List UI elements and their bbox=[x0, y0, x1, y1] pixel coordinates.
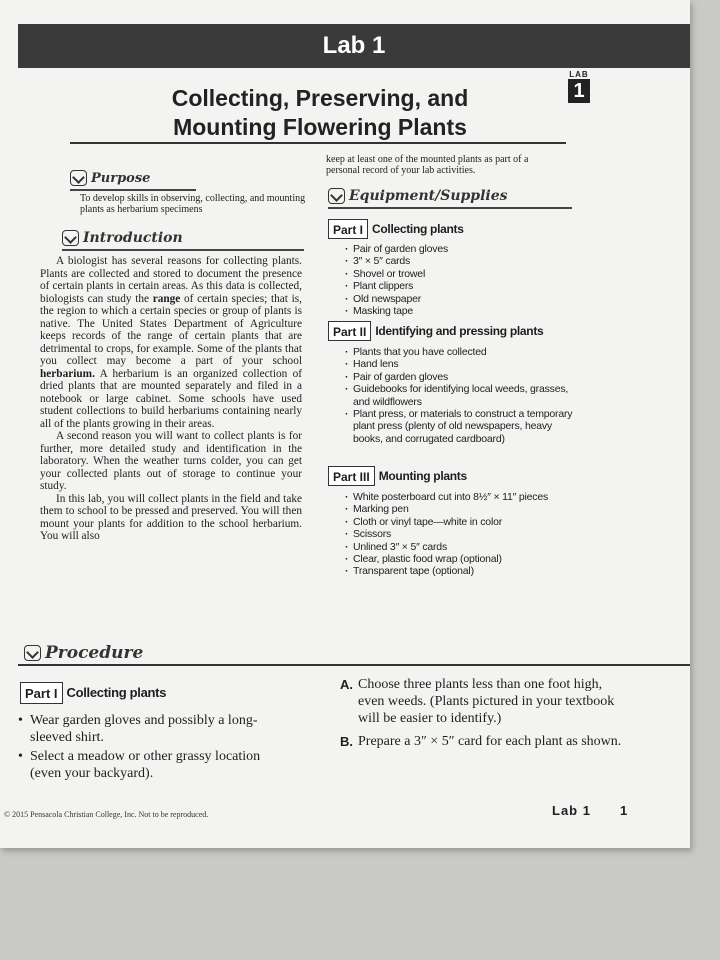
checkmark-icon bbox=[24, 645, 41, 661]
list-item: · Plants that you have collected bbox=[344, 346, 574, 358]
list-item: · Transparent tape (optional) bbox=[344, 565, 580, 577]
equip-part2-name: Identifying and pressing plants bbox=[375, 324, 544, 338]
intro-continuation: keep at least one of the mounted plants as part of a personal record of your lab activities. bbox=[326, 154, 529, 176]
step-letter: B. bbox=[340, 734, 353, 749]
list-item: · Unlined 3″ × 5″ cards bbox=[344, 541, 580, 553]
equip-part3-number: Part III bbox=[328, 466, 375, 486]
introduction-heading bbox=[62, 230, 183, 246]
list-item: · Pair of garden gloves bbox=[344, 243, 566, 255]
equipment-heading bbox=[328, 188, 508, 204]
footer-lab-label: Lab 1 bbox=[552, 803, 591, 818]
intro-paragraph-2: A second reason you will want to collect plants is for further, more detailed study and identification in the laboratory. When the weather turns colder, you can get your collected plants out of storage to continue your study. bbox=[40, 430, 302, 492]
list-item: · Old newspaper bbox=[344, 293, 566, 305]
list-item: • Select a meadow or other grassy location (even your backyard). bbox=[18, 748, 288, 782]
equip-part2-number: Part II bbox=[328, 321, 371, 341]
lab-banner: Lab 1 bbox=[18, 24, 690, 68]
equipment-heading-label: Equipment/Supplies bbox=[349, 188, 508, 204]
purpose-text: To develop skills in observing, collecting, and mounting plants as herbarium specimens bbox=[80, 193, 306, 215]
list-item: · Scissors bbox=[344, 528, 580, 540]
introduction-heading-label: Introduction bbox=[83, 230, 183, 246]
purpose-heading-label: Purpose bbox=[91, 170, 151, 186]
procedure-rule bbox=[18, 664, 690, 666]
title-rule bbox=[70, 142, 566, 144]
checkmark-icon bbox=[328, 188, 345, 204]
checkmark-icon bbox=[70, 170, 87, 186]
procedure-heading-label: Procedure bbox=[45, 643, 144, 663]
equip-part3-label bbox=[328, 466, 467, 486]
equip-part1-number: Part I bbox=[328, 219, 368, 239]
list-item: · Marking pen bbox=[344, 503, 580, 515]
list-item: · Plant clippers bbox=[344, 280, 566, 292]
lab-tab-number: 1 bbox=[568, 79, 590, 103]
procedure-bullets bbox=[18, 712, 288, 784]
intro-paragraph-3: In this lab, you will collect plants in the field and take them to school to be pressed and preserved. You will then mount your plants for addition to the school herbarium. You will also bbox=[40, 492, 302, 542]
list-item: · White posterboard cut into 8½″ × 11″ pieces bbox=[344, 491, 580, 503]
proc-part1-label bbox=[20, 682, 166, 704]
lab-tab bbox=[564, 70, 594, 103]
list-item: · Cloth or vinyl tape—white in color bbox=[344, 516, 580, 528]
equip-part3-name: Mounting plants bbox=[378, 469, 467, 483]
list-item: · Hand lens bbox=[344, 358, 574, 370]
title-line-2: Mounting Flowering Plants bbox=[173, 114, 467, 140]
equip-part2-label bbox=[328, 321, 543, 341]
equipment-underline bbox=[328, 207, 572, 209]
intro-paragraph-1: A biologist has several reasons for collecting plants. Plants are collected and stored to document the presence of certain plants in certain areas. As this data is collected, biologists can study the range of certain species; that is, the region to which a certain species or group of plants is native. The United States Department of Agriculture keeps records of the range of certain plants that are detrimental to crops, for example. Some of the plants that you collect may become a part of your school herbarium. A herbarium is an organized collection of dried plants that are mounted separately and filed in a notebook or large cabinet. Some schools have used student collections to build herbariums containing nearly all of the plants growing in their areas. bbox=[40, 255, 302, 430]
title-line-1: Collecting, Preserving, and bbox=[171, 85, 469, 111]
equip-part1-list bbox=[344, 243, 566, 317]
checkmark-icon bbox=[62, 230, 79, 246]
list-item: · Plant press, or materials to construct a temporary plant press (plenty of old newspapers, heavy books, and corrugated cardboard) bbox=[344, 408, 574, 445]
introduction-body bbox=[40, 255, 302, 543]
proc-part1-name: Collecting plants bbox=[66, 685, 167, 700]
page-title bbox=[100, 84, 540, 142]
lab-tab-label: LAB bbox=[569, 70, 589, 79]
list-item: · Masking tape bbox=[344, 305, 566, 317]
procedure-heading bbox=[24, 643, 143, 663]
procedure-steps bbox=[340, 676, 630, 756]
page-number: 1 bbox=[620, 803, 628, 818]
step-text: Prepare a 3″ × 5″ card for each plant as shown. bbox=[358, 734, 622, 749]
list-item: · Guidebooks for identifying local weeds, grasses, and wildflowers bbox=[344, 383, 574, 408]
purpose-heading bbox=[70, 170, 150, 186]
list-item: · Clear, plastic food wrap (optional) bbox=[344, 553, 580, 565]
list-item: · Shovel or trowel bbox=[344, 268, 566, 280]
list-item: • Wear garden gloves and possibly a long-sleeved shirt. bbox=[18, 712, 288, 746]
proc-part1-number: Part I bbox=[20, 682, 63, 704]
copyright: © 2015 Pensacola Christian College, Inc. Not to be reproduced. bbox=[4, 810, 209, 819]
equip-part1-label bbox=[328, 219, 464, 239]
equip-part1-name: Collecting plants bbox=[372, 222, 464, 236]
step-text: Choose three plants less than one foot high, even weeds. (Plants pictured in your textbook will be easier to identify.) bbox=[358, 677, 615, 726]
equip-part3-list bbox=[344, 491, 580, 578]
equip-part2-list bbox=[344, 346, 574, 445]
list-item: · 3″ × 5″ cards bbox=[344, 255, 566, 267]
step-letter: A. bbox=[340, 677, 353, 692]
introduction-underline bbox=[62, 249, 304, 251]
list-item: · Pair of garden gloves bbox=[344, 371, 574, 383]
procedure-step bbox=[340, 676, 630, 727]
purpose-underline bbox=[70, 189, 196, 191]
procedure-step bbox=[340, 733, 630, 750]
